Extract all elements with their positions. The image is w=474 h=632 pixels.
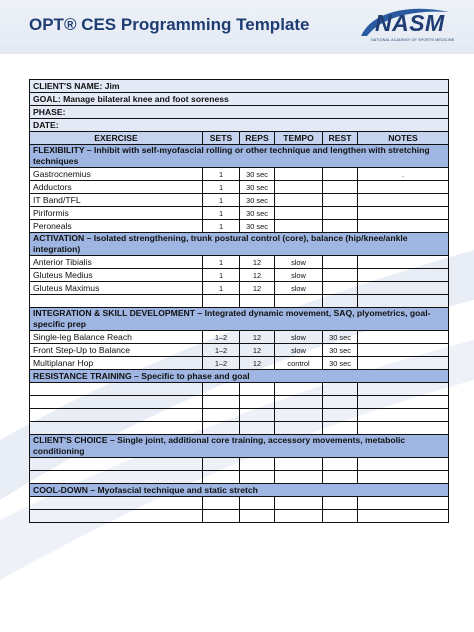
exercise-cell[interactable] bbox=[30, 497, 203, 510]
exercise-cell[interactable] bbox=[30, 471, 203, 484]
sets-cell[interactable] bbox=[203, 295, 240, 308]
reps-cell[interactable]: 30 sec bbox=[240, 207, 275, 220]
blank-row bbox=[30, 409, 449, 422]
exercise-cell[interactable] bbox=[30, 409, 203, 422]
rest-cell[interactable] bbox=[323, 422, 358, 435]
table-row bbox=[30, 282, 449, 295]
exercise-cell[interactable] bbox=[30, 295, 203, 308]
sets-cell[interactable]: 1 bbox=[203, 256, 240, 269]
tempo-cell[interactable]: slow bbox=[275, 282, 323, 295]
rest-cell[interactable] bbox=[323, 269, 358, 282]
section-heading-activation: ACTIVATION – Isolated strengthening, trunk postural control (core), balance (hip/knee/ankle integration) bbox=[30, 233, 449, 256]
notes-cell[interactable] bbox=[358, 458, 449, 471]
table-row bbox=[30, 269, 449, 282]
tempo-cell[interactable] bbox=[275, 168, 323, 181]
sets-cell[interactable] bbox=[203, 422, 240, 435]
rest-cell[interactable] bbox=[323, 207, 358, 220]
notes-cell[interactable] bbox=[358, 409, 449, 422]
col-header-notes: NOTES bbox=[358, 132, 449, 145]
col-header-reps: REPS bbox=[240, 132, 275, 145]
table-row bbox=[30, 220, 449, 233]
table-row bbox=[30, 295, 449, 308]
rest-cell[interactable] bbox=[323, 168, 358, 181]
table-row bbox=[30, 194, 449, 207]
client-name-field[interactable]: CLIENT'S NAME: Jim bbox=[30, 80, 449, 93]
exercise-cell[interactable]: Adductors bbox=[30, 181, 203, 194]
sets-cell[interactable]: 1 bbox=[203, 168, 240, 181]
notes-cell[interactable]: . bbox=[358, 168, 449, 181]
section-heading-integration: INTEGRATION & SKILL DEVELOPMENT – Integrated dynamic movement, SAQ, plyometrics, goal-specific prep bbox=[30, 308, 449, 331]
rest-cell[interactable] bbox=[323, 471, 358, 484]
tempo-cell[interactable] bbox=[275, 510, 323, 523]
tempo-cell[interactable] bbox=[275, 409, 323, 422]
table-row bbox=[30, 344, 449, 357]
notes-cell[interactable] bbox=[358, 344, 449, 357]
rest-cell[interactable] bbox=[323, 220, 358, 233]
tempo-cell[interactable] bbox=[275, 422, 323, 435]
nasm-logo bbox=[353, 6, 453, 46]
logo-wordmark: NASM bbox=[375, 10, 445, 36]
table-row bbox=[30, 256, 449, 269]
sets-cell[interactable]: 1 bbox=[203, 207, 240, 220]
sets-cell[interactable]: 1–2 bbox=[203, 331, 240, 344]
sets-cell[interactable] bbox=[203, 497, 240, 510]
exercise-cell[interactable]: Anterior Tibialis bbox=[30, 256, 203, 269]
date-field[interactable]: DATE: bbox=[30, 119, 449, 132]
section-heading-cooldown: COOL-DOWN – Myofascial technique and static stretch bbox=[30, 484, 449, 497]
sets-cell[interactable]: 1 bbox=[203, 282, 240, 295]
tempo-cell[interactable]: slow bbox=[275, 331, 323, 344]
rest-cell[interactable] bbox=[323, 256, 358, 269]
notes-cell[interactable] bbox=[358, 471, 449, 484]
rest-cell[interactable] bbox=[323, 383, 358, 396]
tempo-cell[interactable] bbox=[275, 207, 323, 220]
notes-cell[interactable] bbox=[358, 357, 449, 370]
col-header-rest: REST bbox=[323, 132, 358, 145]
reps-cell[interactable]: 12 bbox=[240, 344, 275, 357]
tempo-cell[interactable] bbox=[275, 181, 323, 194]
sets-cell[interactable]: 1 bbox=[203, 181, 240, 194]
exercise-cell[interactable]: IT Band/TFL bbox=[30, 194, 203, 207]
notes-cell[interactable] bbox=[358, 510, 449, 523]
tempo-cell[interactable] bbox=[275, 295, 323, 308]
tempo-cell[interactable] bbox=[275, 458, 323, 471]
col-header-exercise: EXERCISE bbox=[30, 132, 203, 145]
notes-cell[interactable] bbox=[358, 207, 449, 220]
notes-cell[interactable] bbox=[358, 331, 449, 344]
reps-cell[interactable] bbox=[240, 383, 275, 396]
reps-cell[interactable]: 12 bbox=[240, 357, 275, 370]
sets-cell[interactable]: 1 bbox=[203, 194, 240, 207]
tempo-cell[interactable] bbox=[275, 471, 323, 484]
sets-cell[interactable] bbox=[203, 383, 240, 396]
sets-cell[interactable] bbox=[203, 458, 240, 471]
blank-row bbox=[30, 396, 449, 409]
reps-cell[interactable] bbox=[240, 422, 275, 435]
notes-cell[interactable] bbox=[358, 497, 449, 510]
tempo-cell[interactable] bbox=[275, 396, 323, 409]
notes-cell[interactable] bbox=[358, 422, 449, 435]
exercise-cell[interactable] bbox=[30, 458, 203, 471]
exercise-cell[interactable] bbox=[30, 396, 203, 409]
tempo-cell[interactable] bbox=[275, 194, 323, 207]
exercise-cell[interactable] bbox=[30, 422, 203, 435]
reps-cell[interactable] bbox=[240, 409, 275, 422]
reps-cell[interactable]: 12 bbox=[240, 256, 275, 269]
sets-cell[interactable] bbox=[203, 409, 240, 422]
section-heading-resistance: RESISTANCE TRAINING – Specific to phase and goal bbox=[30, 370, 449, 383]
reps-cell[interactable] bbox=[240, 510, 275, 523]
tempo-cell[interactable] bbox=[275, 383, 323, 396]
reps-cell[interactable]: 30 sec bbox=[240, 181, 275, 194]
rest-cell[interactable] bbox=[323, 181, 358, 194]
exercise-cell[interactable]: Gluteus Medius bbox=[30, 269, 203, 282]
exercise-cell[interactable]: Single-leg Balance Reach bbox=[30, 331, 203, 344]
notes-cell[interactable] bbox=[358, 194, 449, 207]
section-heading-choice: CLIENT'S CHOICE – Single joint, additional core training, accessory movements, metabolic conditioning bbox=[30, 435, 449, 458]
rest-cell[interactable] bbox=[323, 497, 358, 510]
tempo-cell[interactable]: slow bbox=[275, 344, 323, 357]
reps-cell[interactable] bbox=[240, 471, 275, 484]
tempo-cell[interactable]: control bbox=[275, 357, 323, 370]
programming-table bbox=[29, 79, 449, 523]
reps-cell[interactable]: 12 bbox=[240, 331, 275, 344]
rest-cell[interactable] bbox=[323, 396, 358, 409]
exercise-cell[interactable] bbox=[30, 383, 203, 396]
exercise-cell[interactable]: Gastrocnemius bbox=[30, 168, 203, 181]
reps-cell[interactable] bbox=[240, 396, 275, 409]
blank-row bbox=[30, 497, 449, 510]
tempo-cell[interactable]: slow bbox=[275, 269, 323, 282]
phase-field[interactable]: PHASE: bbox=[30, 106, 449, 119]
tempo-cell[interactable] bbox=[275, 220, 323, 233]
exercise-cell[interactable]: Piriformis bbox=[30, 207, 203, 220]
blank-row bbox=[30, 422, 449, 435]
exercise-cell[interactable] bbox=[30, 510, 203, 523]
rest-cell[interactable] bbox=[323, 510, 358, 523]
col-header-tempo: TEMPO bbox=[275, 132, 323, 145]
notes-cell[interactable] bbox=[358, 295, 449, 308]
blank-row bbox=[30, 383, 449, 396]
notes-cell[interactable] bbox=[358, 282, 449, 295]
sets-cell[interactable]: 1 bbox=[203, 220, 240, 233]
blank-row bbox=[30, 510, 449, 523]
sets-cell[interactable]: 1–2 bbox=[203, 344, 240, 357]
col-header-sets: SETS bbox=[203, 132, 240, 145]
table-row bbox=[30, 357, 449, 370]
reps-cell[interactable]: 30 sec bbox=[240, 168, 275, 181]
notes-cell[interactable] bbox=[358, 396, 449, 409]
blank-row bbox=[30, 471, 449, 484]
reps-cell[interactable] bbox=[240, 295, 275, 308]
table-row bbox=[30, 168, 449, 181]
logo-subtitle: NATIONAL ACADEMY OF SPORTS MEDICINE bbox=[371, 38, 455, 42]
notes-cell[interactable] bbox=[358, 220, 449, 233]
sets-cell[interactable] bbox=[203, 396, 240, 409]
reps-cell[interactable]: 30 sec bbox=[240, 194, 275, 207]
rest-cell[interactable] bbox=[323, 194, 358, 207]
goal-field[interactable]: GOAL: Manage bilateral knee and foot soreness bbox=[30, 93, 449, 106]
exercise-cell[interactable]: Front Step-Up to Balance bbox=[30, 344, 203, 357]
reps-cell[interactable]: 30 sec bbox=[240, 220, 275, 233]
table-row bbox=[30, 207, 449, 220]
sets-cell[interactable] bbox=[203, 510, 240, 523]
document-title: OPT® CES Programming Template bbox=[29, 15, 310, 34]
rest-cell[interactable] bbox=[323, 458, 358, 471]
rest-cell[interactable] bbox=[323, 295, 358, 308]
table-row bbox=[30, 181, 449, 194]
notes-cell[interactable] bbox=[358, 256, 449, 269]
section-heading-flexibility: FLEXIBILITY – Inhibit with self-myofascial rolling or other technique and lengthen with stretching techniques bbox=[30, 145, 449, 168]
sets-cell[interactable] bbox=[203, 471, 240, 484]
rest-cell[interactable]: 30 sec bbox=[323, 344, 358, 357]
sets-cell[interactable]: 1–2 bbox=[203, 357, 240, 370]
exercise-cell[interactable]: Peroneals bbox=[30, 220, 203, 233]
notes-cell[interactable] bbox=[358, 269, 449, 282]
reps-cell[interactable] bbox=[240, 458, 275, 471]
notes-cell[interactable] bbox=[358, 181, 449, 194]
reps-cell[interactable]: 12 bbox=[240, 282, 275, 295]
notes-cell[interactable] bbox=[358, 383, 449, 396]
tempo-cell[interactable] bbox=[275, 497, 323, 510]
table-row bbox=[30, 331, 449, 344]
tempo-cell[interactable]: slow bbox=[275, 256, 323, 269]
exercise-cell[interactable]: Multiplanar Hop bbox=[30, 357, 203, 370]
rest-cell[interactable]: 30 sec bbox=[323, 357, 358, 370]
rest-cell[interactable] bbox=[323, 409, 358, 422]
reps-cell[interactable] bbox=[240, 497, 275, 510]
blank-row bbox=[30, 458, 449, 471]
sets-cell[interactable]: 1 bbox=[203, 269, 240, 282]
exercise-cell[interactable]: Gluteus Maximus bbox=[30, 282, 203, 295]
rest-cell[interactable]: 30 sec bbox=[323, 331, 358, 344]
reps-cell[interactable]: 12 bbox=[240, 269, 275, 282]
rest-cell[interactable] bbox=[323, 282, 358, 295]
